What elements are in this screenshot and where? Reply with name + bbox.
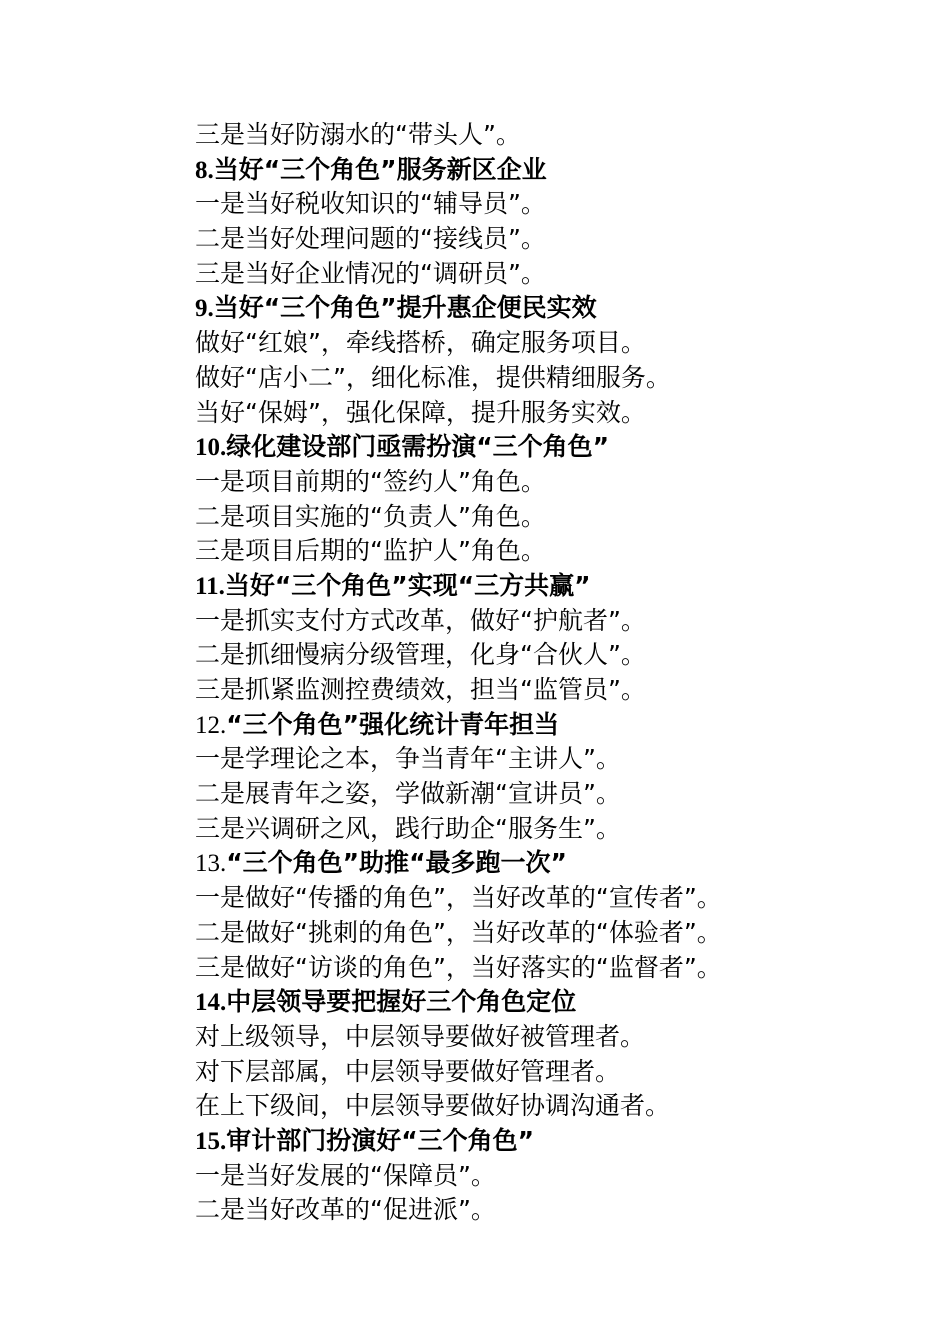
heading-number: 9. (195, 295, 214, 323)
body-line: 二是抓细慢病分级管理，化身“合伙人”。 (195, 640, 646, 670)
document-body (195, 118, 895, 1228)
section-heading (195, 291, 895, 326)
body-line: 二是做好“挑刺的角色”，当好改革的“体验者”。 (195, 917, 722, 947)
body-line: 三是兴调研之风，践行助企“服务生”。 (195, 813, 621, 843)
heading-number: 11. (195, 572, 225, 600)
body-line: 三是当好防溺水的“带头人”。 (195, 120, 521, 149)
body-line: 在上下级间，中层领导要做好协调沟通者。 (195, 1091, 671, 1121)
heading-number: 14. (195, 989, 227, 1017)
body-line: 一是抓实支付方式改革，做好“护航者”。 (195, 605, 646, 635)
body-line: 一是当好税收知识的“辅导员”。 (195, 189, 546, 219)
heading-text: “三个角色”强化统计青年担当 (226, 709, 560, 739)
section-heading (195, 708, 895, 743)
heading-text: 中层领导要把握好三个角色定位 (226, 987, 577, 1017)
heading-text: 当好“三个角色”实现“三方共赢” (224, 570, 591, 600)
heading-number: 13. (195, 850, 227, 878)
body-line: 二是项目实施的“负责人”角色。 (195, 501, 546, 531)
body-line: 一是做好“传播的角色”，当好改革的“宣传者”。 (195, 883, 722, 913)
body-line: 三是项目后期的“监护人”角色。 (195, 536, 546, 566)
body-line: 三是做好“访谈的角色”，当好落实的“监督者”。 (195, 952, 722, 982)
heading-text: 绿化建设部门亟需扮演“三个角色” (226, 432, 610, 462)
body-line: 一是学理论之本，争当青年“主讲人”。 (195, 744, 621, 774)
body-line: 三是当好企业情况的“调研员”。 (195, 258, 546, 288)
section-heading (195, 430, 895, 465)
heading-text: 当好“三个角色”提升惠企便民实效 (213, 293, 597, 323)
section-heading (195, 153, 895, 188)
body-line: 三是抓紧监测控费绩效，担当“监管员”。 (195, 675, 646, 704)
section-heading (195, 846, 895, 881)
body-line: 做好“红娘”，牵线搭桥，确定服务项目。 (195, 328, 646, 358)
section-heading (195, 1124, 895, 1159)
heading-text: 当好“三个角色”服务新区企业 (213, 154, 547, 184)
heading-number: 10. (195, 434, 227, 462)
section-heading (195, 985, 895, 1020)
body-line: 二是当好处理问题的“接线员”。 (195, 224, 546, 254)
heading-text: “三个角色”助推“最多跑一次” (226, 848, 567, 878)
body-line: 做好“店小二”，细化标准，提供精细服务。 (195, 362, 671, 392)
heading-text: 审计部门扮演好“三个角色” (226, 1125, 535, 1155)
body-line: 当好“保姆”，强化保障，提升服务实效。 (195, 397, 646, 427)
body-line: 一是项目前期的“签约人”角色。 (195, 466, 546, 496)
section-heading (195, 569, 895, 604)
body-line: 对上级领导，中层领导要做好被管理者。 (195, 1021, 646, 1051)
heading-number: 12. (195, 711, 227, 739)
body-line: 一是当好发展的“保障员”。 (195, 1160, 496, 1190)
heading-number: 8. (195, 156, 214, 184)
body-line: 二是展青年之姿，学做新潮“宣讲员”。 (195, 779, 621, 809)
body-line: 二是当好改革的“促进派”。 (195, 1195, 496, 1225)
body-line: 对下层部属，中层领导要做好管理者。 (195, 1056, 621, 1086)
heading-number: 15. (195, 1127, 227, 1155)
